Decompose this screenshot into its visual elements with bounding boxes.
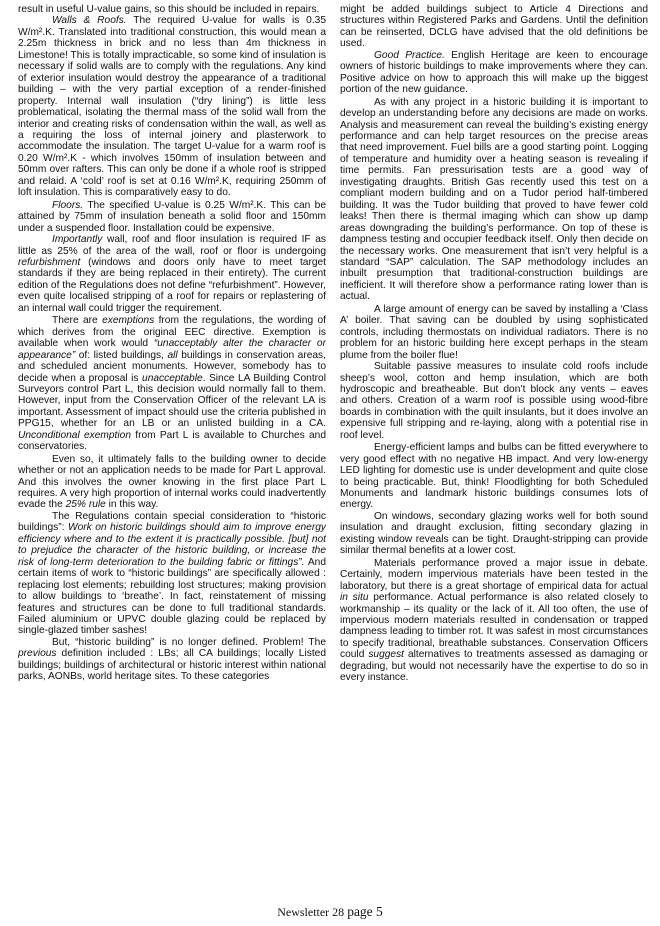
paragraph-walls-roofs: Walls & Roofs. The required U-value for walls is 0.35 W/m².K. Translated into traditional construction, this would mean a 2.25m thickness in brick and no less than 4m thickness in Limestone! This is totally impracticable, so some kind of insulation is necessary if solid walls are to comply with the regulations. Any kind of exterior insulation would destroy the appearance of a traditional building – with the very partial exception of a render-finished property. Internal wall insulation (“dry lining”) is little less problematical, isolating the thermal mass of the solid wall from the interior and creating risks of condensation within the wall, as well as a requiring the loss of internal joinery and plasterwork to accommodate the insulation. The target U-value for a warm roof is 0.20 W/m².K - which involves 150mm of insulation between and 50mm over rafters. This can only be done if a whole roof is stripped and relaid. A ‘cold’ roof is set at 0.16 W/m².K, requiring 250mm of loft insulation. This is comparatively easy to do.	[18, 15, 326, 199]
paragraph-lighting: Energy-efficient lamps and bulbs can be fitted everywhere to very good effect with no negative HB impact. And very low-energy LED lighting for domestic use is under development and quite close to being practicable. But, think! Floodlighting for both Scheduled Monuments and landmark historic buildings consumes lots of energy.	[340, 442, 648, 511]
page-footer	[0, 904, 660, 920]
section-lead: Good Practice.	[374, 49, 445, 61]
paragraph-materials: Materials performance proved a major issue in debate. Certainly, modern impervious materials have been tested in the laboratory, but there is a great shortage of empirical data for actual in situ performance. Actual performance is also related closely to workmanship – its quality or the lack of it. All too often, the use of impervious modern materials resulted in condensation or trapped dampness leading to timber rot. It was safest in most circumstances to specify traditional, breathable substances. Conservation Officers could suggest alternatives to treatments assessed as damaging or degrading, but would not necessarily have the expertise to do so in every instance.	[340, 557, 648, 684]
left-column	[18, 4, 326, 884]
paragraph-good-practice: Good Practice. English Heritage are keen to encourage owners of historic buildings to make improvements where they can. Positive advice on how to approach this will make up the biggest portion of the new guidance.	[340, 49, 648, 96]
paragraph-exemptions: There are exemptions from the regulations, the wording of which derives from the original EEC directive. Exemption is available when work would “unacceptably alter the character or appearance” of: listed buildings, all buildings in conservation areas, and scheduled ancient monuments. However, somebody has to decide when a proposal is unacceptable. Since LA Building Control Surveyors control Part L, this decision would normally fall to them. However, input from the Conservation Officer of the relevant LA is important. Assessment of impact should use the criteria published in PPG15, whether for an LB or an unlisted building in a CA. Unconditional exemption from Part L is available to Churches and conservatories.	[18, 315, 326, 453]
paragraph-owner-decision: Even so, it ultimately falls to the building owner to decide whether or not an application needs to be made for Part L approval. And this involves the owner knowing in the first place Part L requires. A very high proportion of internal works could inadvertently evade the 25% rule in this way.	[18, 453, 326, 511]
page-number: page 5	[347, 904, 383, 919]
paragraph-windows: On windows, secondary glazing works well for both sound insulation and draught exclusion, fitting secondary glazing in existing window reveals can be tight. Draught-stripping can provide similar thermal benefits at a lower cost.	[340, 510, 648, 557]
paragraph-analysis: As with any project in a historic building it is important to develop an understanding before any decisions are made on works. Analysis and measurement can reveal the building’s existing energy performance and can help target resources on the precise areas that need improvement. Fuel bills are a good starting point. Logging of temperature and humidity over a heating season is revealing if time permits. Fan pressurisation tests are a good way of investigating draughts. British Gas recently used this test on a compliant modern building and on a Tudor period half-timbered building. It was the Tudor building that proved to have fewer cold leaks! Then there is thermal imaging which can show up damp areas downgrading the building’s performance. On top of these is dampness testing and occupier feedback itself. Only then decide on the necessary works. One measurement that isn’t very helpful is a standard “SAP” calculation. The SAP methodology includes an inbuilt presumption that traditional-construction buildings are inefficient. It will therefore show a performance rating lower than is actual.	[340, 96, 648, 303]
paragraph: result in useful U-value gains, so this should be included in repairs.	[18, 4, 320, 15]
paragraph: might be added buildings subject to Article 4 Directions and structures within Registered Parks and Gardens. Until the definition can be reinserted, DCLG have advised that the old definitions be used.	[340, 4, 648, 50]
paragraph-floors: Floors. The specified U-value is 0.25 W/m².K. This can be attained by 75mm of insulation beneath a solid floor and 150mm under a suspended floor. Installation could be expensive.	[18, 199, 326, 234]
section-lead: Floors.	[52, 199, 84, 211]
paragraph-boiler: A large amount of energy can be saved by installing a ‘Class A’ boiler. That saving can be doubled by using sophisticated controls, including thermostats on individual radiators. There is no problem for an historic building here except perhaps in the steam plume from the boiler flue!	[340, 303, 648, 361]
right-column	[340, 4, 648, 884]
section-lead: Walls & Roofs.	[52, 15, 127, 27]
paragraph-definition: But, “historic building” is no longer defined. Problem! The previous definition included : LBs; all CA buildings; locally Listed buildings; buildings of architectural or historic interest within national parks, AONBs, world heritage sites. To these categories	[18, 636, 326, 683]
paragraph-passive-measures: Suitable passive measures to insulate cold roofs include sheep’s wool, cotton and hemp insulation, which are both hydroscopic and breatheable. But don’t block any vents – eaves and others. Creation of a warm roof is possible using wood-fibre boards in combination with the quilt insulants, but it does involve an expensive full stripping and re-laying, along with a potential rise in roof level.	[340, 361, 648, 441]
paragraph-importantly: Importantly wall, roof and floor insulation is required IF as little as 25% of the area of the wall, roof or floor is undergoing refurbishment (windows and doors only have to meet target standards if they are being replaced in their entirety). The current edition of the Regulations does not define “refurbishment”. However, even quite localised stripping of a roof for repairs or replastering of an internal wall could trigger the requirement.	[18, 234, 326, 314]
paragraph-historic-buildings: The Regulations contain special consideration to “historic buildings”: Work on historic buildings should aim to improve energy efficiency where and to the extent it is practically possible. [but] not to prejudice the character of the historic building, or increase the risk of long-term deterioration to the building fabric or fittings”. And certain items of work to “historic buildings” are specifically allowed : replacing lost elements; rebuilding lost structures; making provision to allow buildings to ‘breathe’. In fact, reinstatement of missing features and structures can be done to full traditional standards. Failed aluminium or UPVC double glazing could be replaced by single-glazed timber sashes!	[18, 510, 326, 637]
newsletter-label: Newsletter 28	[277, 905, 345, 919]
